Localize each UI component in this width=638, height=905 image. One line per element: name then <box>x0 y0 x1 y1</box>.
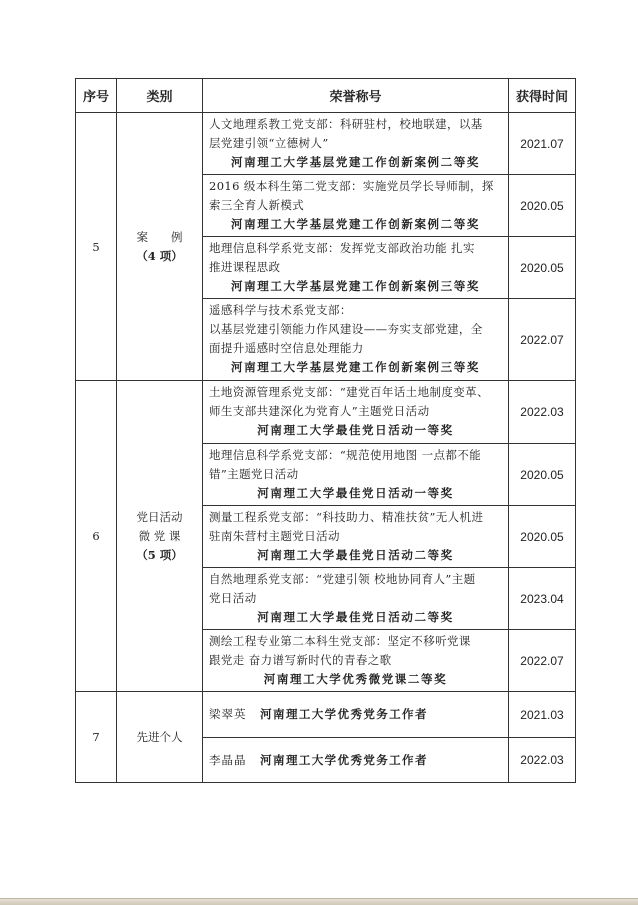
honor-award: 河南理工大学最佳党日活动一等奖 <box>257 486 454 500</box>
honor-cell <box>203 444 509 506</box>
category-label: 微 党 课 <box>138 528 181 543</box>
honor-desc-line: 党日活动 <box>209 591 257 605</box>
honor-date: 2021.07 <box>509 113 576 175</box>
honor-cell <box>203 237 509 299</box>
group-category <box>117 381 203 692</box>
honor-award: 河南理工大学最佳党日活动二等奖 <box>257 610 454 624</box>
honor-award: 河南理工大学优秀党务工作者 <box>260 752 428 767</box>
honor-date: 2020.05 <box>509 506 576 568</box>
honor-date: 2021.03 <box>509 692 576 738</box>
honor-cell <box>203 175 509 237</box>
table-row <box>76 381 576 444</box>
honor-cell <box>203 506 509 568</box>
honor-desc-line: 地理信息科学系党支部：“规范使用地图 一点都不能 <box>209 448 482 462</box>
group-category <box>117 692 203 783</box>
category-label: 党日活动 <box>136 509 183 524</box>
honor-table <box>75 78 576 783</box>
group-number: 5 <box>76 113 117 381</box>
honor-desc-line: 推进课程思政 <box>209 260 281 274</box>
honor-date: 2022.07 <box>509 630 576 692</box>
category-count: （5 项） <box>136 547 183 562</box>
honor-desc-line: 测量工程系党支部：“科技助力、精准扶贫”无人机进 <box>209 510 484 524</box>
table-row <box>76 113 576 175</box>
honor-date: 2020.05 <box>509 237 576 299</box>
person-name: 李晶晶 <box>209 752 247 767</box>
table-row <box>76 692 576 738</box>
honor-award: 河南理工大学基层党建工作创新案例三等奖 <box>231 360 480 374</box>
honor-desc-line: 地理信息科学系党支部：发挥党支部政治功能 扎实 <box>209 241 475 255</box>
honor-desc-line: 索三全育人新模式 <box>209 198 305 212</box>
header-category: 类别 <box>117 79 203 113</box>
honor-desc-line: 跟党走 奋力谱写新时代的青春之歌 <box>209 653 392 667</box>
group-number: 7 <box>76 692 117 783</box>
honor-date: 2022.03 <box>509 381 576 444</box>
honor-desc-line: 自然地理系党支部：“党建引领 校地协同育人”主题 <box>209 572 476 586</box>
category-count: （4 项） <box>136 248 183 263</box>
header-date: 获得时间 <box>509 79 576 113</box>
category-label: 先进个人 <box>136 729 183 744</box>
honor-desc-line: 土地资源管理系党支部：“建党百年话土地制度变革、 <box>209 385 489 399</box>
honor-date: 2020.05 <box>509 175 576 237</box>
honor-award: 河南理工大学基层党建工作创新案例二等奖 <box>231 217 480 231</box>
honor-award: 河南理工大学最佳党日活动一等奖 <box>257 423 454 437</box>
honor-desc-line: 面提升遥感时空信息处理能力 <box>209 341 364 355</box>
honor-award: 河南理工大学基层党建工作创新案例三等奖 <box>231 279 480 293</box>
honor-desc-line: 以基层党建引领能力作风建设——夯实支部党建，全 <box>209 322 483 336</box>
honor-desc-line: 人文地理系教工党支部：科研驻村，校地联建，以基 <box>209 117 483 131</box>
honor-date: 2023.04 <box>509 568 576 630</box>
honor-date: 2020.05 <box>509 444 576 506</box>
honor-desc-line: 2016 级本科生第二党支部：实施党员学长导师制，探 <box>209 179 494 193</box>
honor-cell <box>203 738 509 783</box>
header-num: 序号 <box>76 79 117 113</box>
honor-cell <box>203 299 509 381</box>
honor-award: 河南理工大学基层党建工作创新案例二等奖 <box>231 155 480 169</box>
honor-desc-line: 错”主题党日活动 <box>209 467 299 481</box>
header-row <box>76 79 576 113</box>
honor-desc-line: 层党建引领“立德树人” <box>209 136 329 150</box>
honor-desc-line: 师生支部共建深化为党育人”主题党日活动 <box>209 404 430 418</box>
honor-date: 2022.03 <box>509 738 576 783</box>
honor-desc-line: 遥感科学与技术系党支部： <box>209 303 352 317</box>
honor-cell <box>203 692 509 738</box>
honor-desc-line: 测绘工程专业第二本科生党支部：坚定不移听党课 <box>209 634 471 648</box>
group-category <box>117 113 203 381</box>
honor-desc-line: 驻南朱营村主题党日活动 <box>209 529 340 543</box>
honor-cell <box>203 113 509 175</box>
honor-date: 2022.07 <box>509 299 576 381</box>
honor-award: 河南理工大学优秀微党课二等奖 <box>263 672 448 686</box>
honor-cell <box>203 381 509 444</box>
honor-award: 河南理工大学最佳党日活动二等奖 <box>257 548 454 562</box>
header-title: 荣誉称号 <box>203 79 509 113</box>
honor-cell <box>203 630 509 692</box>
honor-cell <box>203 568 509 630</box>
person-name: 梁翠英 <box>209 707 247 721</box>
category-label: 案 例 <box>136 229 183 244</box>
honor-award: 河南理工大学优秀党务工作者 <box>260 707 428 721</box>
group-number: 6 <box>76 381 117 692</box>
page-bottom-edge <box>0 899 638 905</box>
